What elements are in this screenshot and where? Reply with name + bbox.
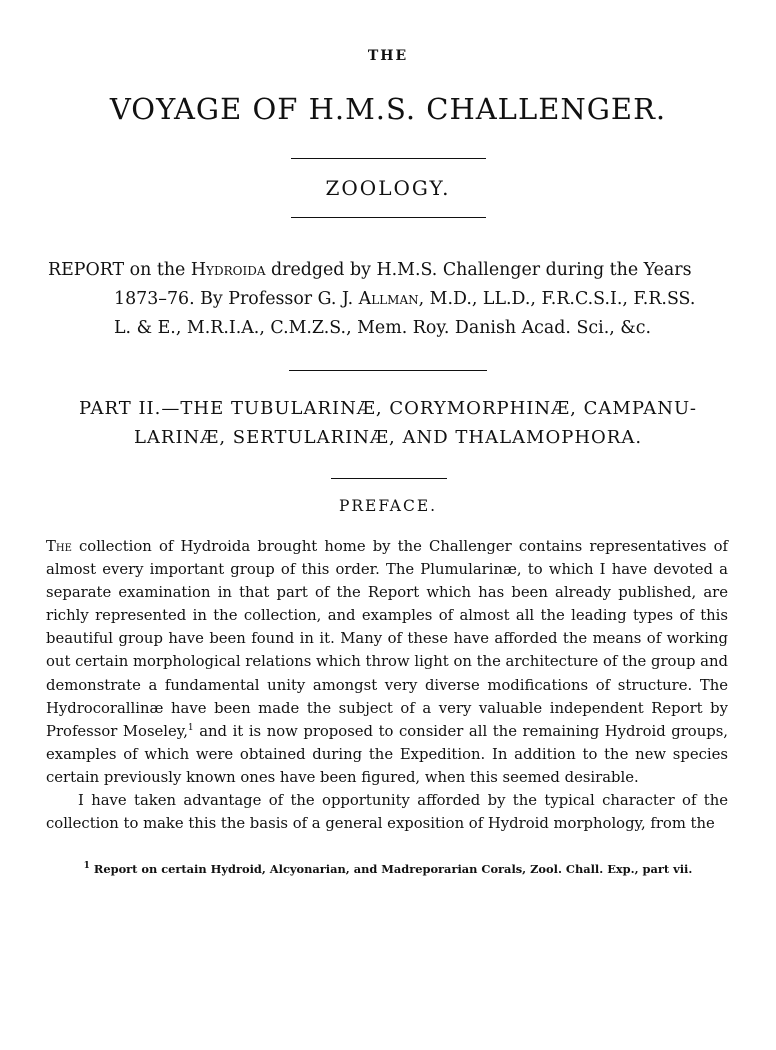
divider	[289, 370, 487, 371]
part-title-line-1: PART II.—THE TUBULARINÆ, CORYMORPHINÆ, CAMPANU-	[79, 398, 697, 419]
divider	[291, 158, 486, 159]
section-title: ZOOLOGY.	[325, 176, 451, 200]
report-line-2: 1873–76. By Professor G. J. Allman, M.D., LL.D., F.R.C.S.I., F.R.SS.	[114, 289, 696, 309]
divider	[291, 217, 486, 218]
preface-body	[46, 535, 728, 835]
footnote: $^1$ Report on certain Hydroid, Alcyonarian, and Madreporarian Corals, Zool. Chall. Exp., part vii.	[83, 861, 693, 876]
report-line-1: REPORT on the Hydroida dredged by H.M.S. Challenger during the Years	[48, 260, 692, 280]
report-heading	[48, 256, 738, 343]
page-title: VOYAGE OF H.M.S. CHALLENGER.	[109, 92, 667, 126]
divider	[331, 478, 447, 479]
paragraph: The collection of Hydroida brought home by the Challenger contains representatives of almost every important group of this order. The Plumularinæ, to which I have devoted a separate examination in that part of the Report which has been already published, are richly represented in the collection, and examples of almost all the leading types of this beautiful group have been found in it. Many of these have afforded the means of working out certain morphological relations which throw light on the architecture of the group and demonstrate a fundamental unity amongst very diverse modifications of structure. The Hydrocorallinæ have been made the subject of a very valuable independent Report by Professor Moseley,$^1$ and it is now proposed to consider all the remaining Hydroid groups, examples of which were obtained during the Expedition. In addition to the new species certain previously known ones have been figured, when this seemed desirable.	[46, 538, 728, 786]
paragraph: I have taken advantage of the opportunity afforded by the typical character of the collection to make this the basis of a general exposition of Hydroid morphology, from the	[46, 792, 728, 833]
preface-heading: PREFACE.	[338, 497, 438, 515]
report-line-3: L. & E., M.R.I.A., C.M.Z.S., Mem. Roy. Danish Acad. Sci., &c.	[114, 318, 652, 338]
part-title	[0, 394, 776, 452]
header-the: THE	[367, 48, 409, 64]
part-title-line-2: LARINÆ, SERTULARINÆ, AND THALAMOPHORA.	[133, 427, 643, 448]
footnote-ref: 1	[187, 722, 194, 733]
